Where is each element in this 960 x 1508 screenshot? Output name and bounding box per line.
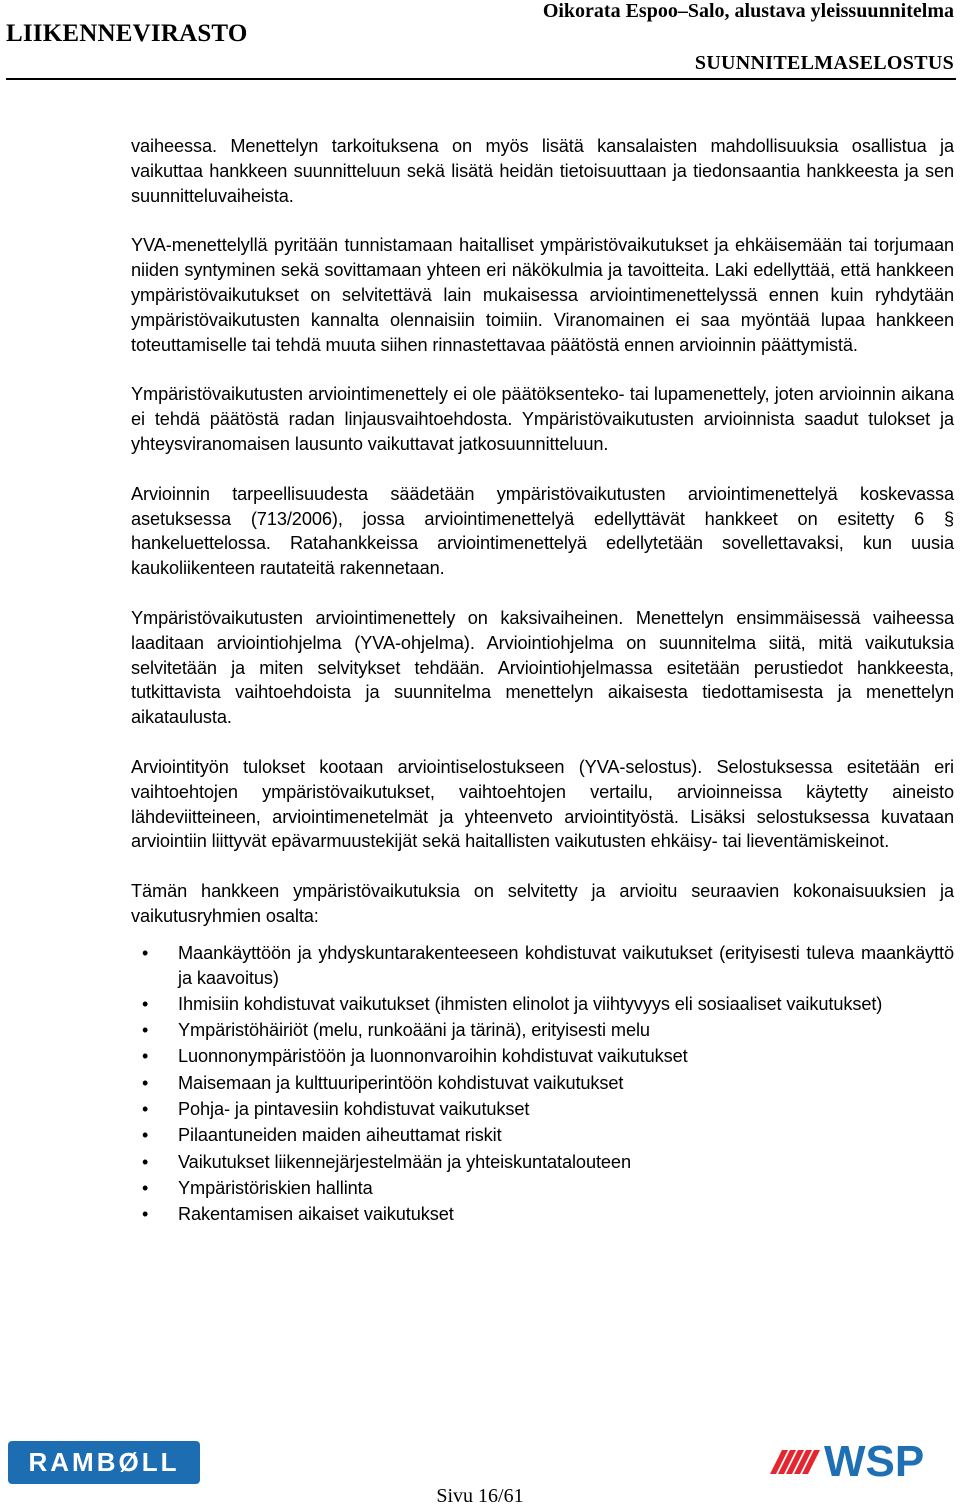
bullet-icon: •	[142, 1125, 149, 1146]
wsp-logo	[768, 1430, 948, 1486]
bullet-icon: •	[142, 942, 149, 963]
list-item-text: Maankäyttöön ja yhdyskuntarakenteeseen kohdistuvat vaikutukset (erityisesti tuleva maankäyttö ja kaavoitus)	[178, 942, 954, 988]
paragraph: Arviointityön tulokset kootaan arviointiselostukseen (YVA-selostus). Selostuksessa esitetään eri vaihtoehtojen ympäristövaikutukset, vaihtoehtojen vertailu, arvioinneissa käytetty aineisto lähdeviitteineen, arviointimenetelmät ja yhteenveto arviointityöstä. Lisäksi selostuksessa kuvataan arviointiin liittyvät epävarmuustekijät sekä haitallisten vaikutusten ehkäisy- tai lieventämiskeinot.	[131, 756, 954, 852]
paragraph: Ympäristövaikutusten arviointimenettely ei ole päätöksenteko- tai lupamenettely, joten arvioinnin aikana ei tehdä päätöstä radan linjausvaihtoehdosta. Ympäristövaikutusten arvioinnista saadut tulokset ja yhteysviranomaisen lausunto vaikuttavat jatkosuunnitteluun.	[131, 384, 954, 454]
ramboll-logo-text: RAMBØLL	[28, 1447, 180, 1477]
bullet-icon: •	[142, 1177, 149, 1198]
list-item-text: Pilaantuneiden maiden aiheuttamat riskit	[178, 1125, 502, 1146]
bullet-icon: •	[142, 1099, 149, 1119]
list-item-text: Ympäristöhäiriöt (melu, runkoääni ja tärinä), erityisesti melu	[178, 1020, 650, 1041]
list-item-text: Pohja- ja pintavesiin kohdistuvat vaikutukset	[178, 1099, 530, 1119]
bullet-icon: •	[142, 1020, 149, 1041]
impact-list	[131, 941, 954, 1227]
list-item	[131, 1176, 954, 1201]
header-divider	[6, 78, 956, 80]
list-item-text: Maisemaan ja kulttuuriperintöön kohdistuvat vaikutukset	[178, 1072, 624, 1093]
list-item	[131, 941, 954, 991]
list-item-text: Rakentamisen aikaiset vaikutukset	[178, 1204, 454, 1225]
list-item	[131, 1071, 954, 1096]
paragraph: Ympäristövaikutusten arviointimenettely on kaksivaiheinen. Menettelyn ensimmäisessä vaiheessa laaditaan arviointiohjelma (YVA-ohjelma). Arviointiohjelma on suunnitelma siitä, mitä vaikutuksia selvitetään ja miten selvitykset tehdään. Arviointiohjelmassa esitetään perustiedot hankkeesta, tutkittavista vaihtoehdoista ja suunnitelma menettelyn aikaisesta tiedottamisesta ja menettelyn aikataulusta.	[131, 607, 954, 728]
list-item	[131, 1202, 954, 1227]
wsp-logo-text: WSP	[824, 1437, 925, 1486]
bullet-icon: •	[142, 1204, 149, 1225]
list-item-text: Luonnonympäristöön ja luonnonvaroihin kohdistuvat vaikutukset	[178, 1046, 688, 1067]
project-title: Oikorata Espoo–Salo, alustava yleissuunnitelma	[542, 0, 954, 22]
list-item-text: Ihmisiin kohdistuvat vaikutukset (ihmisten elinolot ja viihtyvyys eli sosiaaliset vaikutukset)	[178, 993, 883, 1014]
bullet-icon: •	[142, 1151, 149, 1172]
list-item	[131, 1018, 954, 1043]
page-number: Sivu 16/61	[436, 1485, 524, 1507]
list-item	[131, 1150, 954, 1175]
bullet-icon: •	[142, 1046, 149, 1067]
document-type: SUUNNITELMASELOSTUS	[694, 52, 954, 74]
wsp-swoosh-icon	[770, 1450, 820, 1474]
bullet-icon: •	[142, 1072, 149, 1093]
document-body	[131, 134, 954, 1228]
organization-name: LIIKENNEVIRASTO	[6, 20, 248, 47]
list-item-text: Ympäristöriskien hallinta	[178, 1177, 373, 1198]
paragraph: vaiheessa. Menettelyn tarkoituksena on myös lisätä kansalaisten mahdollisuuksia osallistua ja vaikuttaa hankkeen suunnitteluun sekä lisätä heidän tietoisuuttaan ja tiedonsaantia hankkeesta ja sen suunnitteluvaiheista.	[131, 136, 954, 206]
paragraph: Arvioinnin tarpeellisuudesta säädetään ympäristövaikutusten arviointimenettelyä koskevassa asetuksessa (713/2006), jossa arviointimenettelyä edellyttävät hankkeet on esitetty 6 § hankeluettelossa. Ratahankkeissa arviointimenettelyä edellytetään sovellettavaksi, kun uusia kaukoliikenteen rautateitä rakennetaan.	[131, 483, 954, 579]
paragraph: Tämän hankkeen ympäristövaikutuksia on selvitetty ja arvioitu seuraavien kokonaisuuksien ja vaikutusryhmien osalta:	[131, 881, 954, 926]
bullet-icon: •	[142, 993, 149, 1014]
page-footer	[0, 1430, 960, 1507]
list-item	[131, 1123, 954, 1148]
list-item-text: Vaikutukset liikennejärjestelmään ja yhteiskuntatalouteen	[178, 1151, 631, 1172]
list-item	[131, 992, 954, 1017]
ramboll-logo	[8, 1441, 200, 1484]
paragraph: YVA-menettelyllä pyritään tunnistamaan haitalliset ympäristövaikutukset ja ehkäisemään tai torjumaan niiden syntyminen sekä sovittamaan yhteen eri näkökulmia ja tavoitteita. Laki edellyttää, että hankkeen ympäristövaikutukset on selvitettävä lain mukaisessa arviointimenettelyssä ennen kuin ryhdytään ympäristövaikutusten kannalta olennaisiin toimiin. Viranomainen ei saa myöntää lupaa hankkeen toteuttamiselle tai tehdä muuta siihen rinnastettavaa päätöstä ennen arvioinnin päättymistä.	[131, 235, 954, 355]
list-item	[131, 1097, 954, 1122]
page-header	[0, 0, 960, 82]
list-item	[131, 1044, 954, 1069]
